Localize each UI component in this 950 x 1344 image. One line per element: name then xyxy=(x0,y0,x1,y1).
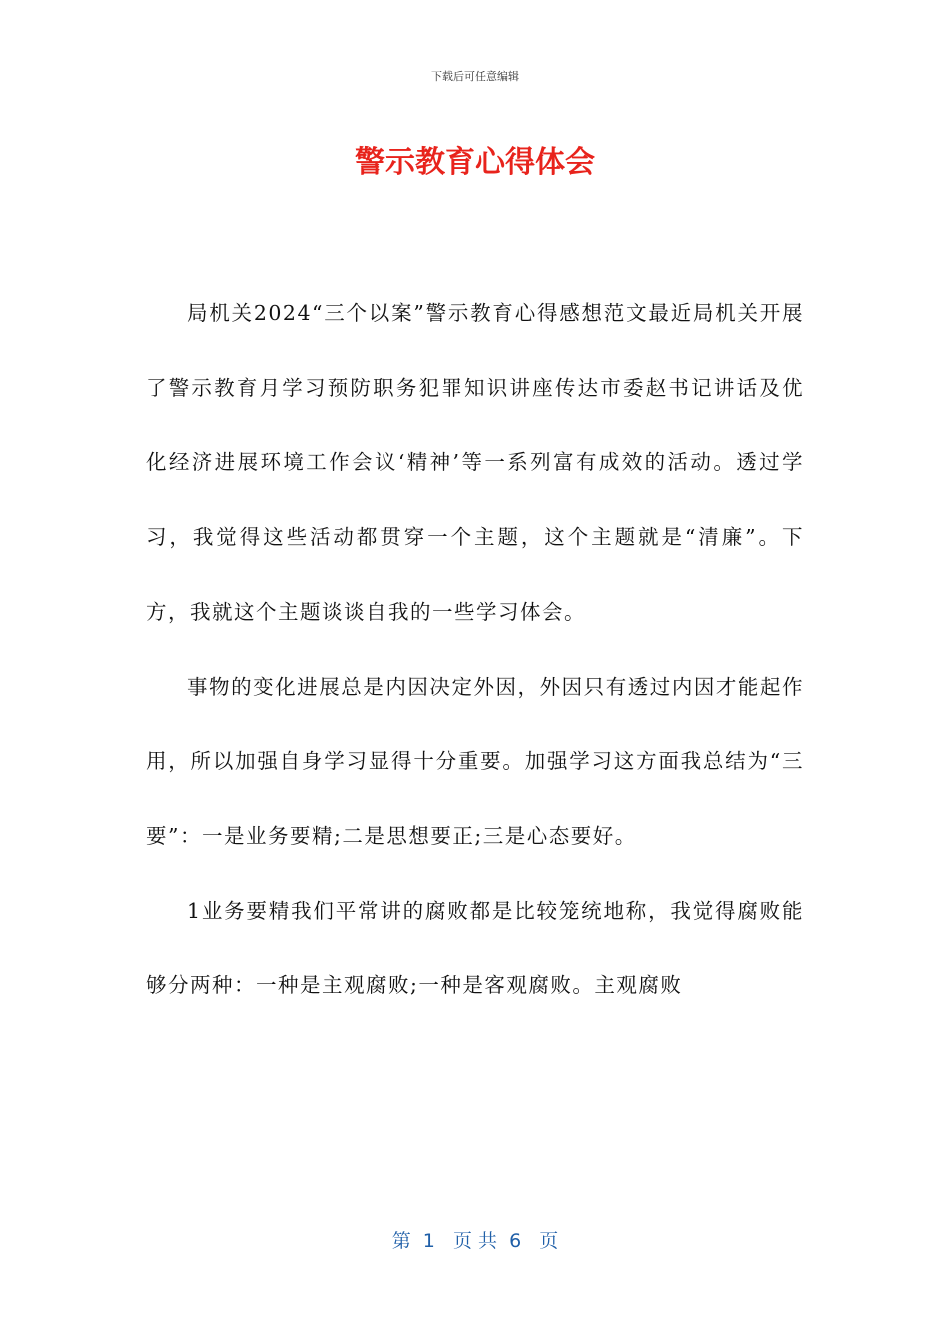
document-title: 警示教育心得体会 xyxy=(355,145,595,180)
paragraph-1: 局机关2024“三个以案”警示教育心得感想范文最近局机关开展了警示教育月学习预防职务犯罪知识讲座传达市委赵书记讲话及优化经济进展环境工作会议‘精神’等一系列富有成效的活动。透过学习，我觉得这些活动都贯穿一个主题，这个主题就是“清廉”。下方，我就这个主题谈谈自我的一些学习体会。 xyxy=(146,301,804,624)
paragraph-3: 1业务要精我们平常讲的腐败都是比较笼统地称，我觉得腐败能够分两种：一种是主观腐败;一种是客观腐败。主观腐败 xyxy=(146,898,804,998)
header-note: 下载后可任意编辑 xyxy=(431,70,519,83)
page-number: 第 1 页 共 6 页 xyxy=(391,1230,559,1252)
paragraph-2: 事物的变化进展总是内因决定外因，外因只有透过内因才能起作用，所以加强自身学习显得十分重要。加强学习这方面我总结为“三要”：一是业务要精;二是思想要正;三是心态要好。 xyxy=(146,674,804,848)
document-body xyxy=(146,276,804,1023)
